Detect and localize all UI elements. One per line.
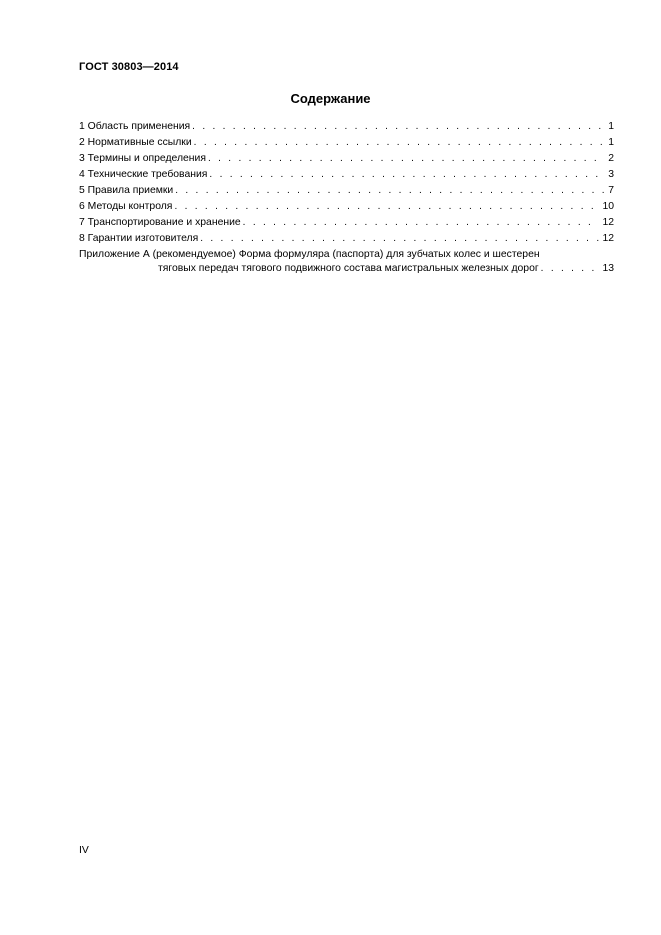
dot-leader bbox=[208, 151, 605, 167]
dot-leader bbox=[243, 215, 600, 231]
annex-label-line2-row bbox=[79, 261, 614, 276]
toc-entry-page: 13 bbox=[602, 263, 614, 274]
page-number: IV bbox=[79, 845, 89, 856]
toc-entry-label: 4 Технические требования bbox=[79, 169, 208, 180]
dot-leader bbox=[175, 183, 605, 199]
dot-leader bbox=[209, 167, 605, 183]
standard-code-header: ГОСТ 30803—2014 bbox=[79, 61, 179, 73]
toc-entry-page: 2 bbox=[608, 153, 614, 164]
toc-entry-page: 10 bbox=[602, 201, 614, 212]
toc-entry-page: 12 bbox=[602, 233, 614, 244]
toc-entry[interactable] bbox=[79, 135, 614, 151]
toc-entry-label: 5 Правила приемки bbox=[79, 185, 174, 196]
toc-entry-annex[interactable] bbox=[79, 247, 614, 276]
toc-entry[interactable] bbox=[79, 167, 614, 183]
dot-leader bbox=[200, 231, 599, 247]
toc-entry[interactable] bbox=[79, 119, 614, 135]
annex-label-line2: тяговых передач тягового подвижного состава магистральных железных дорог bbox=[158, 263, 539, 274]
toc-entry-label: 8 Гарантии изготовителя bbox=[79, 233, 199, 244]
toc-entry-label: 1 Область применения bbox=[79, 121, 191, 132]
toc-entry-label: 2 Нормативные ссылки bbox=[79, 137, 192, 148]
toc-entry-page: 7 bbox=[608, 185, 614, 196]
table-of-contents bbox=[79, 119, 614, 276]
dot-leader bbox=[192, 119, 605, 135]
contents-title: Содержание bbox=[290, 91, 371, 106]
dot-leader bbox=[541, 261, 600, 277]
toc-entry-label: 3 Термины и определения bbox=[79, 153, 206, 164]
toc-entry-label: 6 Методы контроля bbox=[79, 201, 173, 212]
toc-entry[interactable] bbox=[79, 151, 614, 167]
toc-entry[interactable] bbox=[79, 199, 614, 215]
toc-entry-page: 12 bbox=[602, 217, 614, 228]
toc-entry-page: 3 bbox=[608, 169, 614, 180]
annex-label-line1: Приложение А (рекомендуемое) Форма формуляра (паспорта) для зубчатых колес и шестерен bbox=[79, 249, 540, 260]
dot-leader bbox=[194, 135, 606, 151]
toc-entry[interactable] bbox=[79, 183, 614, 199]
toc-entry[interactable] bbox=[79, 231, 614, 247]
toc-entry-page: 1 bbox=[608, 121, 614, 132]
dot-leader bbox=[174, 199, 599, 215]
toc-entry[interactable] bbox=[79, 215, 614, 231]
toc-entry-label: 7 Транспортирование и хранение bbox=[79, 217, 241, 228]
toc-entry-page: 1 bbox=[608, 137, 614, 148]
